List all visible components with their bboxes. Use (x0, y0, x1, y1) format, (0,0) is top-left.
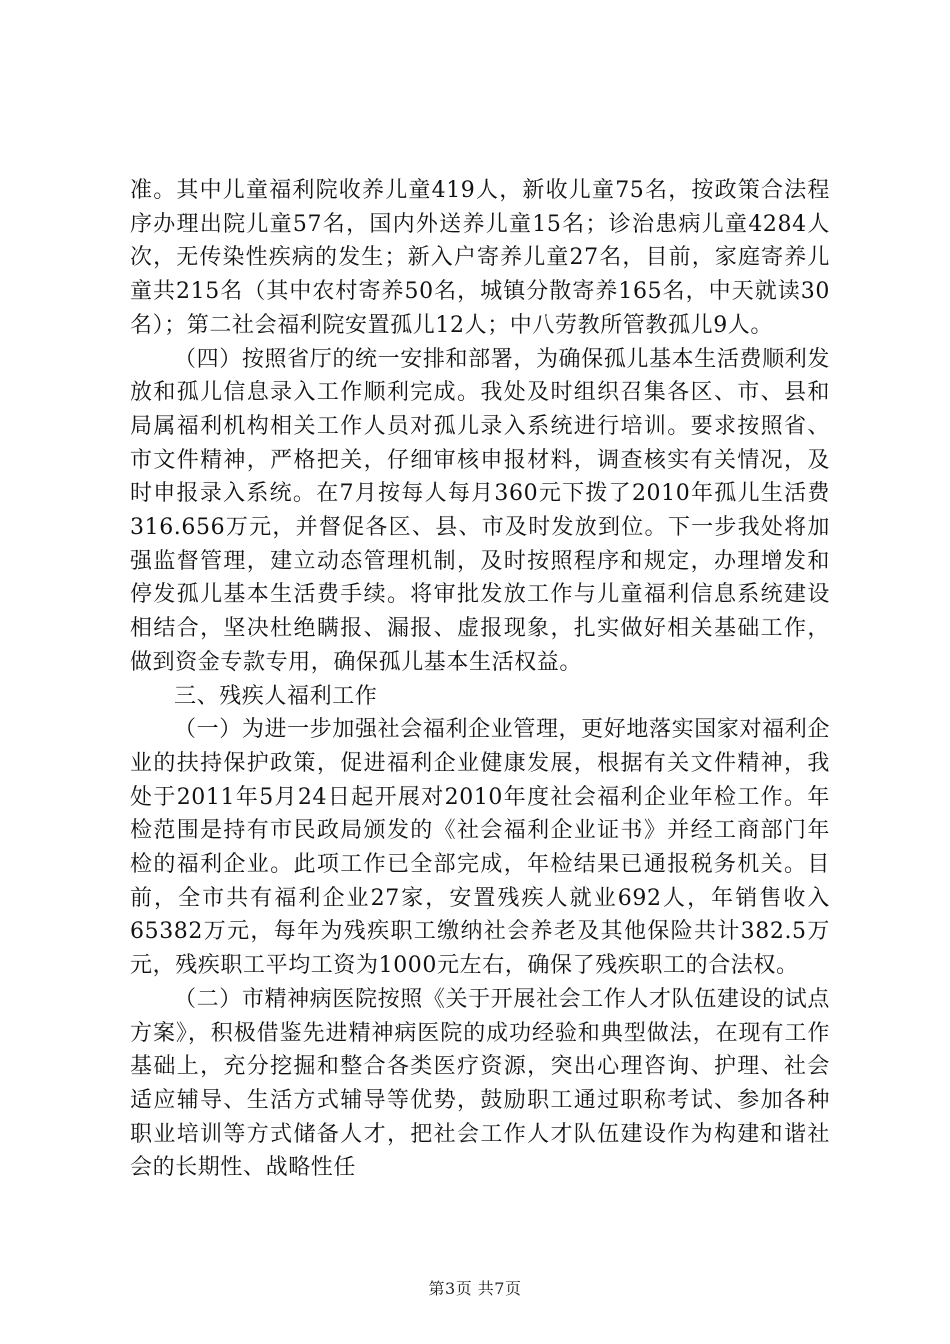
paragraph-orphan-continuation: 准。其中儿童福利院收养儿童419人，新收儿童75名，按政策合法程序办理出院儿童57名，国内外送养儿童15名；诊治患病儿童4284人次，无传染性疾病的发生；新入户寄养儿童27名，目前，家庭寄养儿童共215名（其中农村寄养50名，城镇分散寄养165名，中天就读30名）；第二社会福利院安置孤儿12人；中八劳教所管教孤儿9人。 (130, 178, 830, 338)
paragraph-psychiatric-hospital: （二）市精神病医院按照《关于开展社会工作人才队伍建设的试点方案》，积极借鉴先进精神病医院的成功经验和典型做法，在现有工作基础上，充分挖掘和整合各类医疗资源，突出心理咨询、护理、社会适应辅导、生活方式辅导等优势，鼓励职工通过职称考试、参加各种职业培训等方式储备人才，把社会工作人才队伍建设作为构建和谐社会的长期性、战略性任 (130, 986, 830, 1181)
paragraph-welfare-enterprise-inspection: （一）为进一步加强社会福利企业管理，更好地落实国家对福利企业的扶持保护政策，促进福利企业健康发展，根据有关文件精神，我处于2011年5月24日起开展对2010年度社会福利企业年检工作。年检范围是持有市民政局颁发的《社会福利企业证书》并经工商部门年检的福利企业。此项工作已全部完成，年检结果已通报税务机关。目前，全市共有福利企业27家，安置残疾人就业692人，年销售收入65382万元，每年为残疾职工缴纳社会养老及其他保险共计382.5万元，残疾职工平均工资为1000元左右，确保了残疾职工的合法权。 (130, 717, 830, 979)
document-body (130, 174, 830, 1185)
section-heading-disability-welfare: 三、残疾人福利工作 (174, 683, 378, 709)
paragraph-orphan-basic-living-allowance: （四）按照省厅的统一安排和部署，为确保孤儿基本生活费顺利发放和孤儿信息录入工作顺利完成。我处及时组织召集各区、市、县和局属福利机构相关工作人员对孤儿录入系统进行培训。要求按照省、市文件精神，严格把关，仔细审核申报材料，调查核实有关情况，及时申报录入系统。在7月按每人每月360元下拨了2010年孤儿生活费316.656万元，并督促各区、县、市及时发放到位。下一步我处将加强监督管理，建立动态管理机制，及时按照程序和规定，办理增发和停发孤儿基本生活费手续。将审批发放工作与儿童福利信息系统建设相结合，坚决杜绝瞒报、漏报、虚报现象，扎实做好相关基础工作，做到资金专款专用，确保孤儿基本生活权益。 (130, 346, 830, 675)
page-footer: 第3页 共7页 (428, 1279, 522, 1298)
